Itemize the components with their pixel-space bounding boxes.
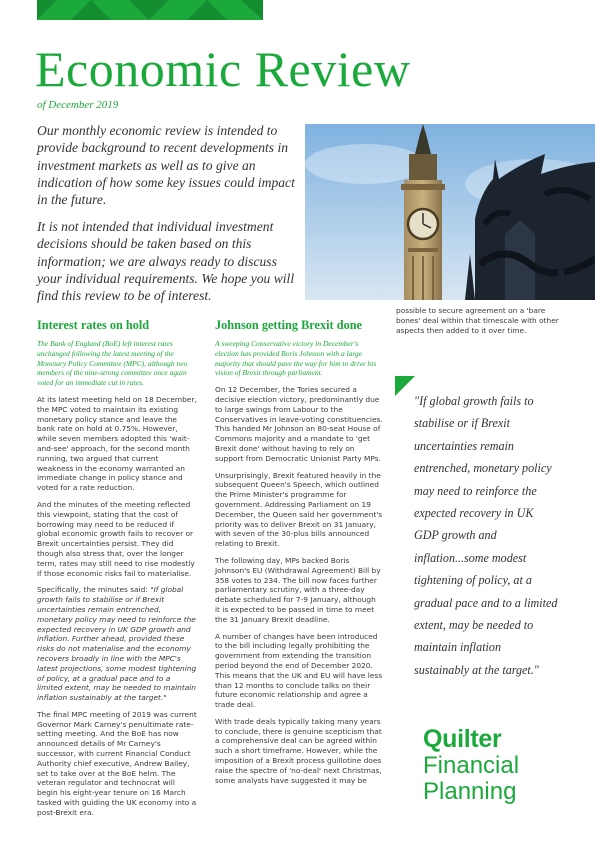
interest-rates-paragraph-1: At its latest meeting held on 18 December, the MPC voted to maintain its existing monetary policy stance and leave the bank rate on hold at 0.75%. However, while seven members adopted this 'wait-and-see' approach, for the second month running, two argued that current weakness in the economy warranted an immediate change in policy stance and voted for a rate reduction.: [37, 394, 197, 493]
logo-line-quilter: Quilter: [423, 725, 502, 753]
brexit-paragraph-4: A number of changes have been introduced to the bill including legally prohibiting the government from extending the transition period beyond the end of December 2020. This means that the UK and EU will have less than 12 months to conclude talks on their future economic relationship and agree a trade deal.: [215, 631, 383, 710]
intro-paragraph-2: It is not intended that individual investment decisions should be taken based on this information; we are always ready to discuss your individual requirements. We hope you will find this review to be of interest.: [37, 219, 295, 304]
lead-interest-rates: The Bank of England (BoE) left interest rates unchanged following the latest meeting of the Monetary Policy Committee (MPC), although two members of the nine-strong committee once again voted for an immediate cut in rates.: [37, 339, 188, 388]
heading-interest-rates: Interest rates on hold: [37, 318, 150, 332]
big-ben-photo: [305, 124, 595, 300]
brexit-paragraph-5-continued: possible to secure agreement on a 'bare bones' deal within that timescale with other aspects then added to it over time.: [396, 306, 559, 335]
header-banner: [37, 0, 263, 20]
brexit-paragraph-5: With trade deals typically taking many years to conclude, there is genuine scepticism that a comprehensive deal can be agreed within such a short timeframe. However, while the imposition of a Brexit process guillotine does raise the spectre of 'no-deal' next Christmas, some analysts have suggested it may be: [215, 716, 382, 785]
interest-rates-paragraph-2: And the minutes of the meeting reflected this viewpoint, stating that the cost of borrowing may need to be reduced if global economic growth fails to recover or Brexit uncertainties persist. They did though also stress that, over the longer term, rates may still need to rise modestly if those economic risks fail to materialise.: [37, 499, 195, 578]
minutes-quote: "If global growth fails to stabilise or if Brexit uncertainties remain entrenched, monetary policy may need to reinforce the expected recovery in UK GDP growth and inflation. Further ahead, provided these risks do not materialise and the economy recovers broadly in line with the MPC's latest projections, some modest tightening of policy, at a gradual pace and to a limited extent, may be needed to maintain inflation sustainably at the target.": [37, 585, 197, 703]
page-title: Economic Review: [35, 41, 411, 97]
pull-quote: "If global growth fails to stabilise or if Brexit uncertainties remain entrenched, monetary policy may need to reinforce the expected recovery in UK GDP growth and inflation...some modest tightening of policy, at a gradual pace and to a limited extent, may be needed to maintain inflation sustainably at the target.": [414, 394, 558, 677]
minutes-intro: Specifically, the minutes said:: [37, 585, 151, 595]
heading-brexit: Johnson getting Brexit done: [215, 318, 363, 332]
banner-pattern-icon: [37, 0, 263, 20]
brexit-paragraph-2: Unsurprisingly, Brexit featured heavily in the subsequent Queen's Speech, which outlined the Prime Minister's programme for government. Addressing Parliament on 19 December, the Queen said her government's priority was to deliver Brexit on 31 January, with seven of the 30-plus bills announced relating to Brexit.: [215, 470, 383, 549]
brexit-paragraph-1: On 12 December, the Tories secured a decisive election victory, predominantly due to large swings from Labour to the Conservatives in leave-voting constituencies. This handed Mr Johnson an 80-seat House of Commons majority and a mandate to 'get Brexit done' without having to rely on support from Democratic Unionist Party MPs.: [215, 385, 383, 463]
article-brexit: [215, 318, 383, 792]
interest-rates-paragraph-3: [37, 585, 197, 703]
page-subtitle: of December 2019: [37, 99, 119, 111]
interest-rates-paragraph-4: The final MPC meeting of 2019 was current Governor Mark Carney's penultimate rate-setting meeting. And the BoE has now announced details of Mr Carney's successor, with current Financial Conduct Authority chief executive, Andrew Bailey, set to take over at the BoE helm. The veteran regulator and technocrat will begin his eight-year tenure on 16 March tasked with guiding the UK economy into a post-Brexit era.: [37, 709, 197, 817]
brexit-paragraph-3: The following day, MPs backed Boris Johnson's EU (Withdrawal Agreement) Bill by 358 votes to 234. The bill now faces further parliamentary scrutiny, with a three-day debate scheduled for 7-9 January, although it is expected to be passed in time to meet the 31 January Brexit deadline.: [215, 555, 381, 624]
logo-line-planning: Planning: [423, 778, 517, 805]
quote-triangle-icon: [395, 376, 415, 396]
article-brexit-continued: [396, 306, 561, 342]
intro-paragraph-1: Our monthly economic review is intended to provide background to recent developments in investment markets as well as to give an indication of how some key issues could impact in the future.: [37, 123, 295, 208]
article-interest-rates: [37, 318, 197, 825]
lead-brexit: A sweeping Conservative victory in December's election has provided Boris Johnson with a large majority that should pave the way for him to drive his vision of Brexit through parliament.: [215, 339, 377, 378]
quilter-logo: [423, 726, 519, 805]
logo-line-financial: Financial: [423, 752, 520, 779]
